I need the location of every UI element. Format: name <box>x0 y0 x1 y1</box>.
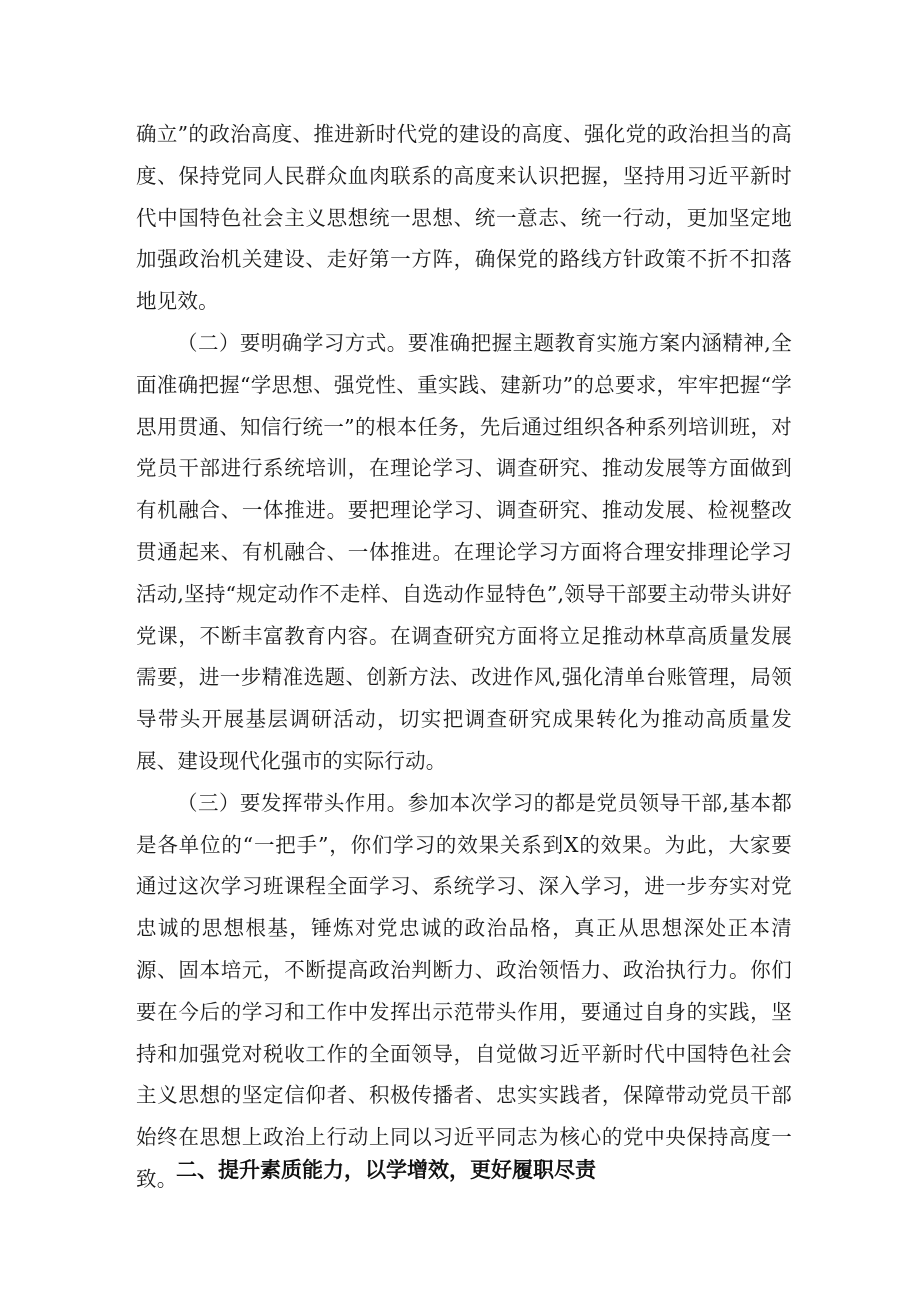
document-body <box>136 114 792 1201</box>
paragraph-study-methods: （二）要明确学习方式。要准确把握主题教育实施方案内涵精神,全面准确把握“学思想、强党性、重实践、建新功”的总要求，牢牢把握“学思用贯通、知信行统一”的根本任务，先后通过组织各种系列培训班，对党员干部进行系统培训，在理论学习、调查研究、推动发展等方面做到有机融合、一体推进。要把理论学习、调查研究、推动发展、检视整改贯通起来、有机融合、一体推进。在理论学习方面将合理安排理论学习活动,坚持“规定动作不走样、自选动作显特色”,领导干部要主动带头讲好党课，不断丰富教育内容。在调查研究方面将立足推动林草高质量发展需要，进一步精准选题、创新方法、改进作风,强化清单台账管理，局领导带头开展基层调研活动，切实把调查研究成果转化为推动高质量发展、建设现代化强市的实际行动。 <box>136 330 792 773</box>
section-heading: 二、提升素质能力，以学增效，更好履职尽责 <box>176 1158 596 1182</box>
paragraph-leading-role: （三）要发挥带头作用。参加本次学习的都是党员领导干部,基本都是各单位的“一把手”，你们学习的效果关系到X的效果。为此，大家要通过这次学习班课程全面学习、系统学习、深入学习，进一步夯实对党忠诚的思想根基，锤炼对党忠诚的政治品格，真正从思想深处正本清源、固本培元，不断提高政治判断力、政治领悟力、政治执行力。你们要在今后的学习和工作中发挥出示范带头作用，要通过自身的实践，坚持和加强党对税收工作的全面领导，自觉做习近平新时代中国特色社会主义思想的坚定信仰者、积极传播者、忠实实践者，保障带动党员干部始终在思想上政治上行动上同以习近平同志为核心的党中央保持高度一致。 <box>136 790 792 1191</box>
paragraph-continuation: 确立”的政治高度、推进新时代党的建设的高度、强化党的政治担当的高度、保持党同人民群众血肉联系的高度来认识把握，坚持用习近平新时代中国特色社会主义思想统一思想、统一意志、统一行动，更加坚定地加强政治机关建设、走好第一方阵，确保党的路线方针政策不折不扣落地见效。 <box>136 122 792 314</box>
